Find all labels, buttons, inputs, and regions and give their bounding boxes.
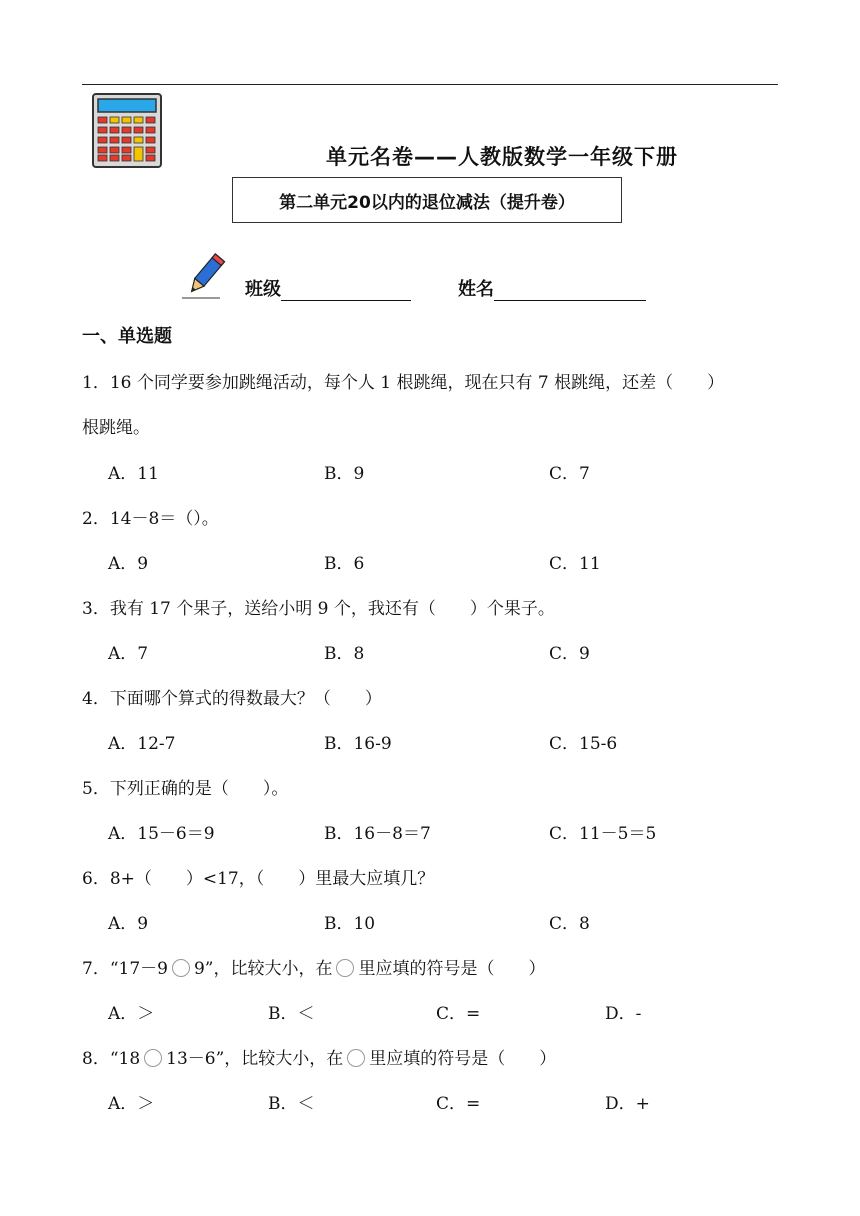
q8-option-c[interactable]: C．= [436, 1094, 481, 1114]
q8-option-d[interactable]: D．+ [605, 1094, 650, 1114]
q5-option-b[interactable]: B．16－8＝7 [324, 824, 431, 844]
section-heading: 一、单选题 [82, 326, 172, 347]
q2-option-b[interactable]: B．6 [324, 554, 365, 574]
q7-option-a[interactable]: A．＞ [108, 1004, 155, 1024]
q7-option-c[interactable]: C．= [436, 1004, 481, 1024]
q6-option-a[interactable]: A．9 [108, 914, 149, 934]
q2-option-a[interactable]: A．9 [108, 554, 149, 574]
q4-option-b[interactable]: B．16-9 [324, 734, 392, 754]
subtitle: 第二单元20以内的退位减法（提升卷） [279, 192, 575, 213]
q8-option-b[interactable]: B．＜ [268, 1094, 315, 1114]
q8-option-a[interactable]: A．＞ [108, 1094, 155, 1114]
q5-option-c[interactable]: C．11－5＝5 [549, 824, 657, 844]
q3-option-a[interactable]: A．7 [108, 644, 149, 664]
compare-circle-icon[interactable] [172, 959, 190, 977]
question-4: 4．下面哪个算式的得数最大？（ ） [82, 689, 382, 709]
question-5: 5．下列正确的是（ ）。 [82, 779, 289, 799]
question-1-cont: 根跳绳。 [82, 418, 150, 438]
q5-option-a[interactable]: A．15－6＝9 [108, 824, 215, 844]
page-title: 单元名卷——人教版数学一年级下册 [326, 145, 678, 169]
q3-option-b[interactable]: B．8 [324, 644, 365, 664]
q6-option-c[interactable]: C．8 [549, 914, 590, 934]
compare-circle-icon [336, 959, 354, 977]
q6-option-b[interactable]: B．10 [324, 914, 376, 934]
compare-circle-icon [347, 1049, 365, 1067]
q4-option-c[interactable]: C．15-6 [549, 734, 618, 754]
name-blank[interactable] [494, 280, 646, 301]
class-blank[interactable] [281, 280, 411, 301]
q3-option-c[interactable]: C．9 [549, 644, 590, 664]
q2-option-c[interactable]: C．11 [549, 554, 601, 574]
question-8: 8．“18 13－6”，比较大小，在 里应填的符号是（ ） [82, 1049, 557, 1069]
pencil-icon [180, 252, 230, 302]
header-rule [82, 84, 778, 85]
q7-option-d[interactable]: D．- [605, 1004, 642, 1024]
q1-option-b[interactable]: B．9 [324, 464, 365, 484]
subtitle-box [232, 177, 622, 223]
q4-option-a[interactable]: A．12-7 [108, 734, 176, 754]
q1-option-a[interactable]: A．11 [108, 464, 159, 484]
name-field: 姓名 [458, 275, 646, 301]
question-3: 3．我有 17 个果子，送给小明 9 个，我还有（ ）个果子。 [82, 599, 555, 619]
q7-option-b[interactable]: B．＜ [268, 1004, 315, 1024]
question-2: 2．14－8＝（）。 [82, 509, 219, 529]
class-field: 班级 [245, 275, 411, 301]
question-1: 1．16 个同学要参加跳绳活动，每个人 1 根跳绳，现在只有 7 根跳绳，还差（ ） [82, 373, 725, 393]
compare-circle-icon[interactable] [144, 1049, 162, 1067]
question-7: 7．“17－9 9”，比较大小，在 里应填的符号是（ ） [82, 959, 546, 979]
q1-option-c[interactable]: C．7 [549, 464, 590, 484]
question-6: 6．8+（ ）<17，（ ）里最大应填几？ [82, 869, 435, 889]
